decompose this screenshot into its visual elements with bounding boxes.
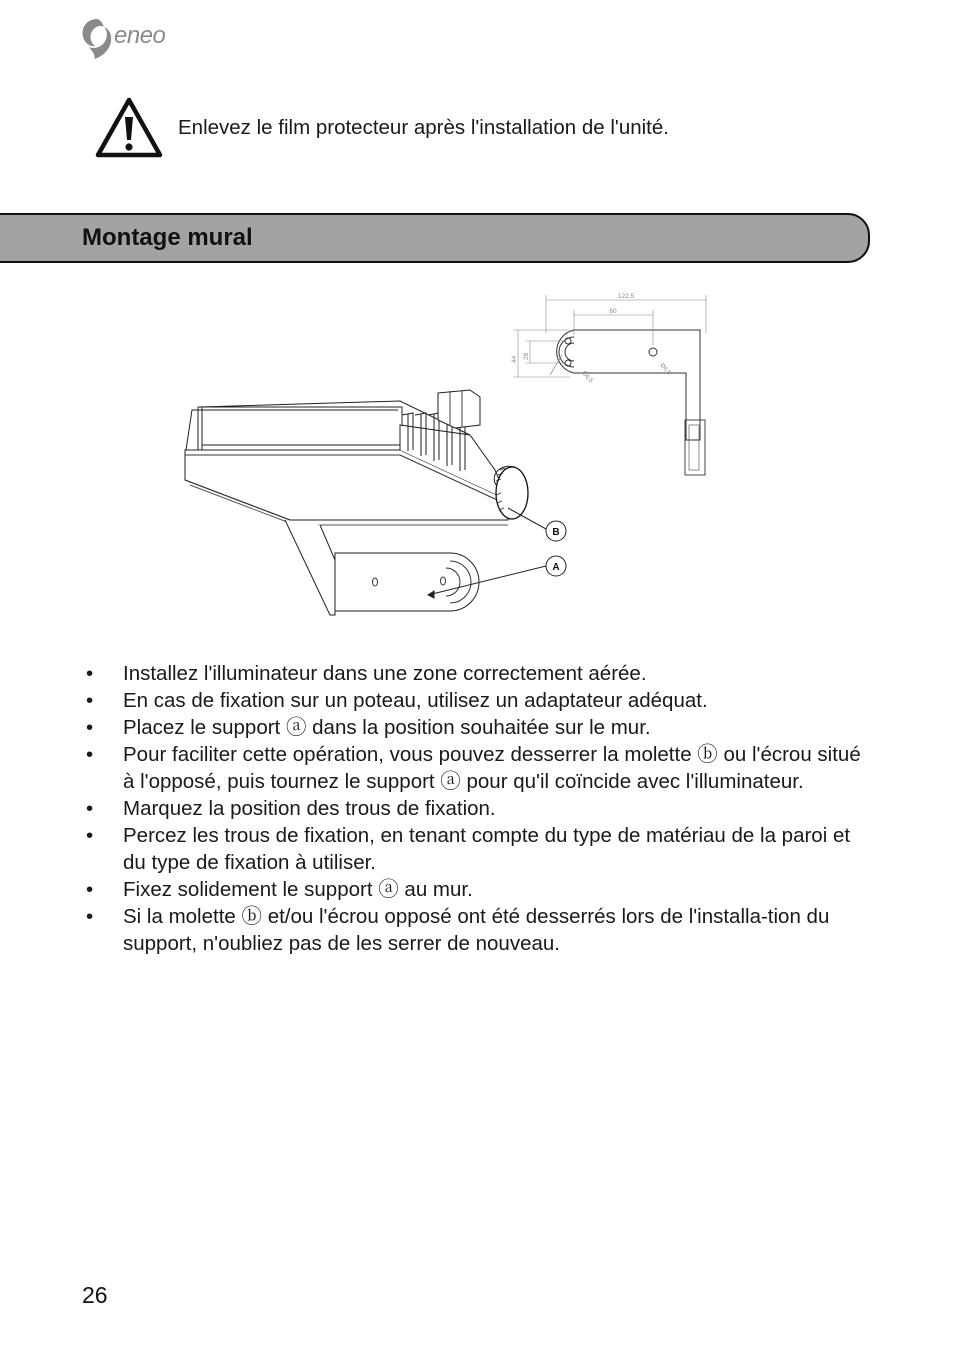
dimension-slot-label: 28 <box>523 352 530 360</box>
step-text: Pour faciliter cette opération, vous pouvez desserrer la molette ⓑ ou l'écrou situé à l'opposé, puis tournez le support ⓐ pour qu'il coïncide avec l'illuminateur. <box>123 743 861 793</box>
list-item: • Placez le support ⓐ dans la position souhaitée sur le mur. <box>86 716 651 739</box>
installation-steps-list <box>84 660 874 957</box>
callout-b: B <box>552 527 560 538</box>
list-item: • Installez l'illuminateur dans une zone correctement aérée. <box>86 662 647 685</box>
list-item: • En cas de fixation sur un poteau, utilisez un adaptateur adéquat. <box>86 689 708 712</box>
dimension-width-label: 122.5 <box>617 293 635 300</box>
list-item: • Percez les trous de fixation, en tenant compte du type de matériau de la paroi et du type de fixation à utiliser. <box>86 824 851 874</box>
list-item: • Pour faciliter cette opération, vous pouvez desserrer la molette ⓑ ou l'écrou situé à l'opposé, puis tournez le support ⓐ pour qu'il coïncide avec l'illuminateur. <box>86 743 861 793</box>
eneo-logo-mark-icon <box>80 16 114 60</box>
hole-diameter-label-2: Ø6.5 <box>658 362 672 377</box>
mounting-diagram <box>170 285 730 620</box>
section-title: Montage mural <box>82 224 253 251</box>
brand-name: eneo <box>114 22 166 49</box>
mounting-illustration <box>170 285 730 620</box>
step-text: En cas de fixation sur un poteau, utilisez un adaptateur adéquat. <box>123 689 708 712</box>
list-item: • Fixez solidement le support ⓐ au mur. <box>86 878 473 901</box>
step-text: Si la molette ⓑ et/ou l'écrou opposé ont été desserrés lors de l'installa-tion du support, n'oubliez pas de les serrer de nouveau. <box>123 905 830 955</box>
brand-logo <box>80 16 190 60</box>
warning-text: Enlevez le film protecteur après l'installation de l'unité. <box>178 116 669 139</box>
dimension-height-label: 44 <box>511 355 518 363</box>
dimension-hole-spacing-label: 60 <box>609 308 617 315</box>
warning-triangle-icon <box>95 97 163 159</box>
step-text: Percez les trous de fixation, en tenant compte du type de matériau de la paroi et du type de fixation à utiliser. <box>123 824 851 874</box>
step-text: Marquez la position des trous de fixation. <box>123 797 496 820</box>
list-item: • Si la molette ⓑ et/ou l'écrou opposé ont été desserrés lors de l'installa-tion du support, n'oubliez pas de les serrer de nouveau. <box>86 905 830 955</box>
page-number: 26 <box>82 1282 108 1308</box>
list-item: • Marquez la position des trous de fixation. <box>86 797 496 820</box>
hole-diameter-label-1: Ø6.5 <box>580 370 594 385</box>
step-text: Installez l'illuminateur dans une zone correctement aérée. <box>123 662 647 685</box>
step-text: Fixez solidement le support ⓐ au mur. <box>123 878 473 901</box>
step-text: Placez le support ⓐ dans la position souhaitée sur le mur. <box>123 716 651 739</box>
callout-a: A <box>552 562 560 573</box>
